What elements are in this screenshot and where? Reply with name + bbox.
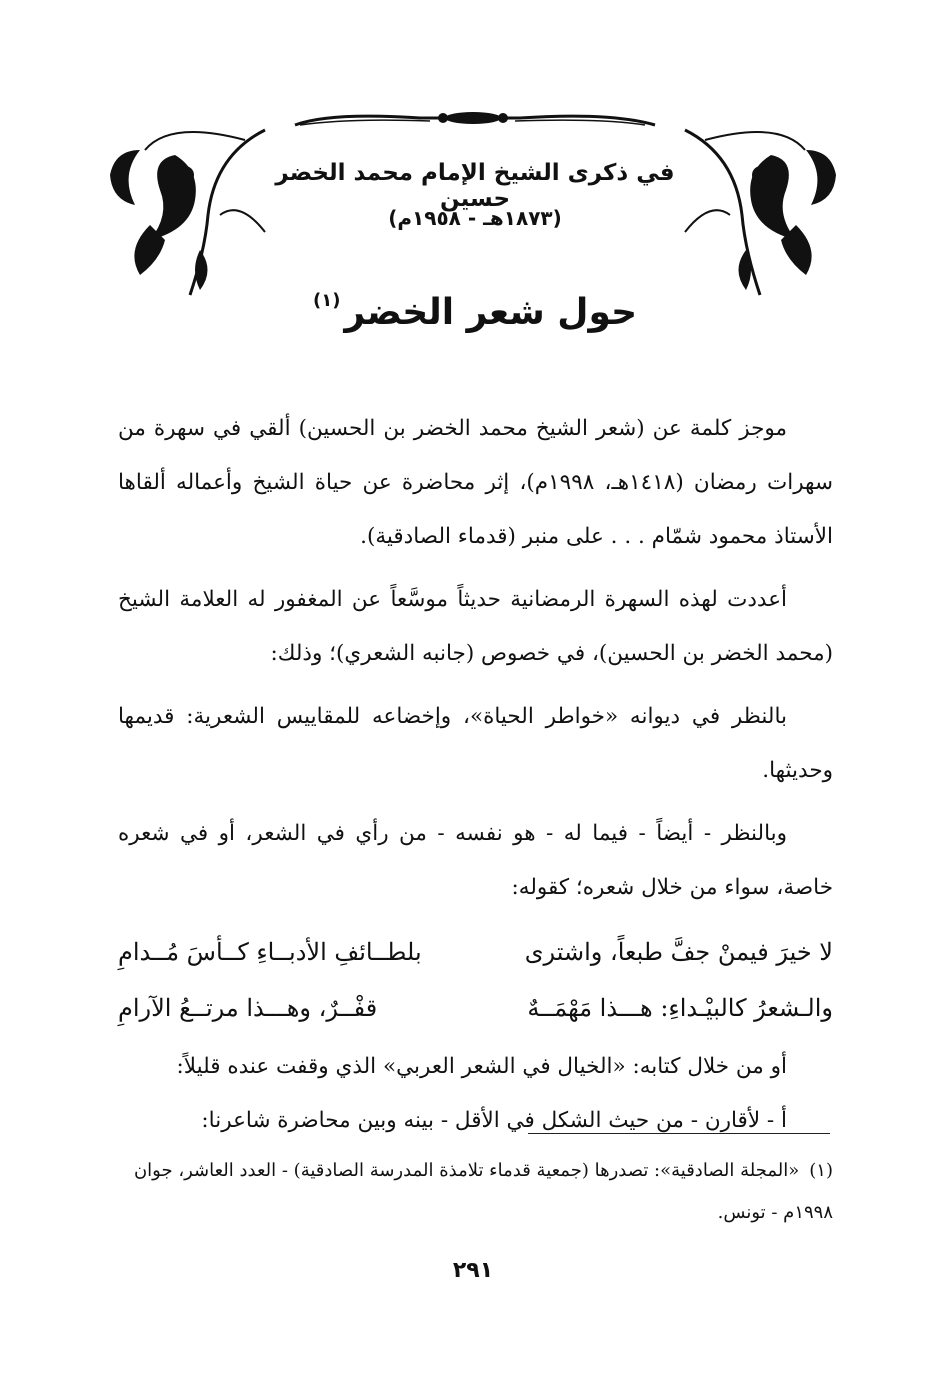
paragraph: أعددت لهذه السهرة الرمضانية حديثاً موسَّعاً عن المغفور له العلامة الشيخ (محمد الخضر بن الحسين)، في خصوص (جانبه الشعري)؛ وذلك: bbox=[118, 587, 833, 666]
footnote-separator bbox=[528, 1133, 830, 1134]
header-dates: (١٨٧٣هـ - ١٩٥٨م) bbox=[388, 206, 562, 230]
verse-first-hemistich: لا خيرَ فيمنْ جفَّ طبعاً، واشترى bbox=[524, 938, 833, 966]
body-text bbox=[118, 402, 833, 1148]
verse-second-hemistich: قفْــرٌ، وهـــذا مرتــعُ الآرامِ bbox=[118, 994, 378, 1022]
verse-line bbox=[118, 980, 833, 1036]
verse-second-hemistich: بلطــائفِ الأدبــاءِ كــأسَ مُــدامِ bbox=[118, 938, 422, 966]
footnote-text: «المجلة الصادقية»: تصدرها (جمعية قدماء تلامذة المدرسة الصادقية) - العدد العاشر، جوان ١٩٩٨م - تونس. bbox=[133, 1160, 833, 1223]
verse-first-hemistich: والـشعرُ كالبيْـداءِ: هـــذا مَهْمَــهٌ bbox=[527, 994, 833, 1022]
footnote-number: (١) bbox=[809, 1160, 833, 1181]
paragraph: بالنظر في ديوانه «خواطر الحياة»، وإخضاعه للمقاييس الشعرية: قديمها وحديثها. bbox=[118, 704, 833, 783]
paragraph: وبالنظر - أيضاً - فيما له - هو نفسه - من رأي في الشعر، أو في شعره خاصة، سواء من خلال شعره؛ كقوله: bbox=[118, 821, 833, 900]
paragraph: موجز كلمة عن (شعر الشيخ محمد الخضر بن الحسين) ألقي في سهرة من سهرات رمضان (١٤١٨هـ، ١٩٩٨م)، إثر محاضرة عن حياة الشيخ وأعماله ألقاها الأستاذ محمود شمّام . . . على منبر (قدماء الصادقية). bbox=[118, 416, 833, 549]
paragraph: أ - لأقارن - من حيث الشكل في الأقل - بينه وبين محاضرة شاعرنا: bbox=[201, 1108, 787, 1133]
page-number: ٢٩١ bbox=[452, 1258, 494, 1283]
paragraph: أو من خلال كتابه: «الخيال في الشعر العربي» الذي وقفت عنده قليلاً: bbox=[176, 1054, 787, 1079]
chapter-title bbox=[250, 290, 700, 333]
verse-line bbox=[118, 924, 833, 980]
footnote-marker: (١) bbox=[312, 290, 341, 311]
header-title: في ذكرى الشيخ الإمام محمد الخضر حسين bbox=[275, 160, 675, 212]
footnote bbox=[118, 1150, 833, 1234]
chapter-title-text: حول شعر الخضر bbox=[344, 292, 638, 333]
header-ornament bbox=[0, 0, 946, 300]
